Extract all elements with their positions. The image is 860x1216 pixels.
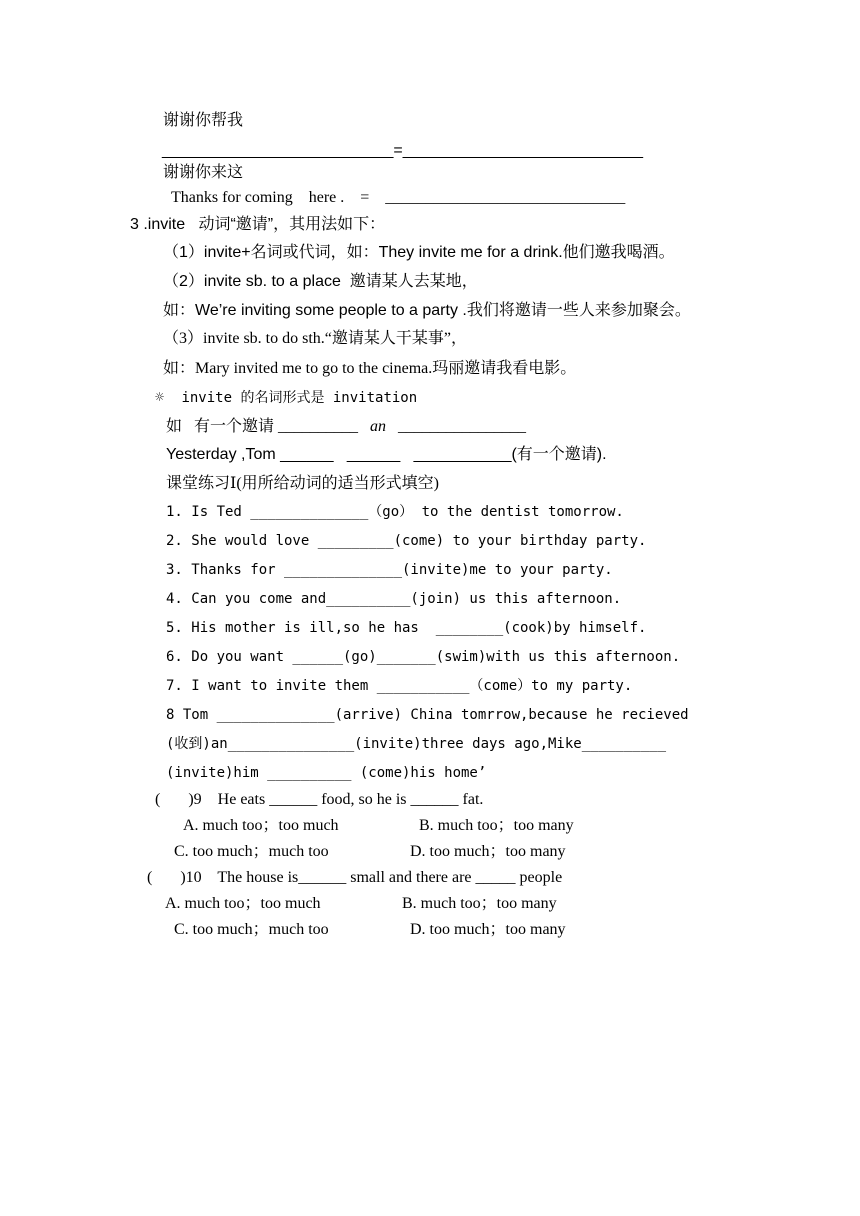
q10-option-b: B. much too；too many — [402, 895, 557, 912]
exercise-item-2: 2. She would love _________(come) to your birthday party. — [166, 533, 647, 549]
usage-1: （1）invite+名词或代词，如：They invite me for a drink.他们邀我喝酒。 — [163, 244, 675, 261]
question-10: ( )10 The house is______ small and there are _____ people — [147, 869, 563, 886]
usage-3: （3）invite sb. to do sth.“邀请某人干某事”， — [163, 330, 467, 347]
exercise-item-7: 7. I want to invite them ___________（come）to my party. — [166, 678, 633, 694]
exercise-item-8-cont: (收到)an_______________(invite)three days ago,Mike__________ — [166, 736, 667, 752]
invitation-example-c: ________________ — [386, 418, 527, 435]
invitation-example — [166, 419, 526, 435]
line-thanks-help-blank: __________________________=___________________________ — [162, 142, 643, 159]
section-3-heading: 3 .invite 动词“邀请”，其用法如下： — [130, 216, 386, 233]
sun-bullet-icon: ☼ — [155, 388, 165, 406]
exercise-title: 课堂练习Ⅰ(用所给动词的适当形式填空) — [166, 475, 439, 492]
exercise-item-4: 4. Can you come and__________(join) us this afternoon. — [166, 591, 622, 607]
usage-3-example: 如：Mary invited me to go to the cinema.玛丽邀请我看电影。 — [163, 360, 577, 377]
q9-option-c: C. too much；much too — [174, 843, 329, 860]
yesterday-sentence: Yesterday ,Tom ______ ______ ___________(有一个邀请). — [166, 446, 607, 463]
line-thanks-coming: Thanks for coming here . = ______________________________ — [171, 189, 626, 206]
q10-option-a: A. much too；too much — [165, 895, 321, 912]
usage-2-example: 如：We’re inviting some people to a party .我们将邀请一些人来参加聚会。 — [163, 302, 691, 319]
usage-2: （2）invite sb. to a place 邀请某人去某地， — [163, 273, 478, 290]
q9-option-b: B. much too；too many — [419, 817, 574, 834]
exercise-item-1: 1. Is Ted ______________（go） to the dentist tomorrow. — [166, 504, 624, 520]
noun-form-text: invite 的名词形式是 invitation — [181, 390, 418, 406]
q9-option-a: A. much too；too much — [183, 817, 339, 834]
line-thanks-help-cn: 谢谢你帮我 — [163, 112, 244, 129]
exercise-item-5: 5. His mother is ill,so he has ________(cook)by himself. — [166, 620, 647, 636]
exercise-item-8: 8 Tom ______________(arrive) China tomrrow,because he recieved — [166, 707, 689, 723]
q10-option-d: D. too much；too many — [410, 921, 566, 938]
exercise-item-8-end: (invite)him __________ (come)his home’ — [166, 765, 487, 781]
question-9: ( )9 He eats ______ food, so he is ______ fat. — [155, 791, 484, 808]
q10-option-c: C. too much；much too — [174, 921, 329, 938]
invitation-example-an: an — [370, 418, 387, 435]
noun-form-note — [155, 390, 417, 405]
line-thanks-come-cn: 谢谢你来这 — [163, 164, 244, 181]
q9-option-d: D. too much；too many — [410, 843, 566, 860]
invitation-example-a: 如 有一个邀请 __________ — [166, 418, 371, 435]
exercise-item-3: 3. Thanks for ______________(invite)me to your party. — [166, 562, 613, 578]
exercise-item-6: 6. Do you want ______(go)_______(swim)with us this afternoon. — [166, 649, 681, 665]
